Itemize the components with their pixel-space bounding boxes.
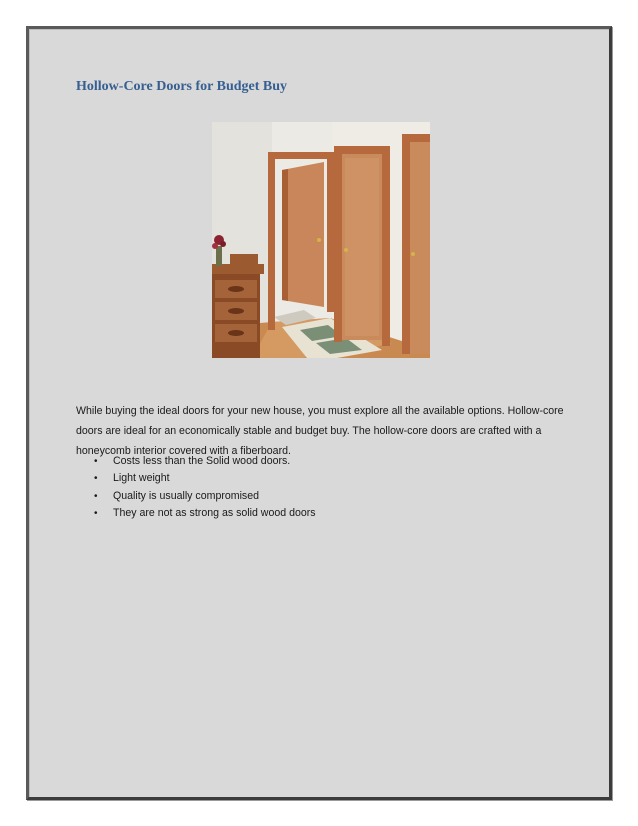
list-item: [76, 488, 316, 505]
list-item: [76, 453, 316, 470]
bullet-icon: •: [94, 490, 98, 502]
list-item-text: They are not as strong as solid wood doors: [113, 506, 316, 519]
document-page: [26, 26, 612, 800]
hallway-doors-photo: [212, 122, 430, 358]
bullet-icon: •: [94, 473, 98, 485]
intro-paragraph: While buying the ideal doors for your new house, you must explore all the available options. Hollow-core doors are ideal for an economically stable and budget buy. The hollow-core doors are crafted with a honeycomb interior covered with a fiberboard.: [76, 405, 564, 457]
list-item-text: Costs less than the Solid wood doors.: [113, 455, 291, 467]
page-title: Hollow-Core Doors for Budget Buy: [76, 79, 288, 94]
bullet-icon: •: [94, 456, 98, 467]
feature-list: [76, 453, 316, 522]
list-item: [76, 505, 316, 522]
list-item-text: Quality is usually compromised: [113, 489, 260, 502]
list-item-text: Light weight: [113, 472, 170, 485]
bullet-icon: •: [94, 507, 98, 519]
list-item: [76, 470, 316, 487]
